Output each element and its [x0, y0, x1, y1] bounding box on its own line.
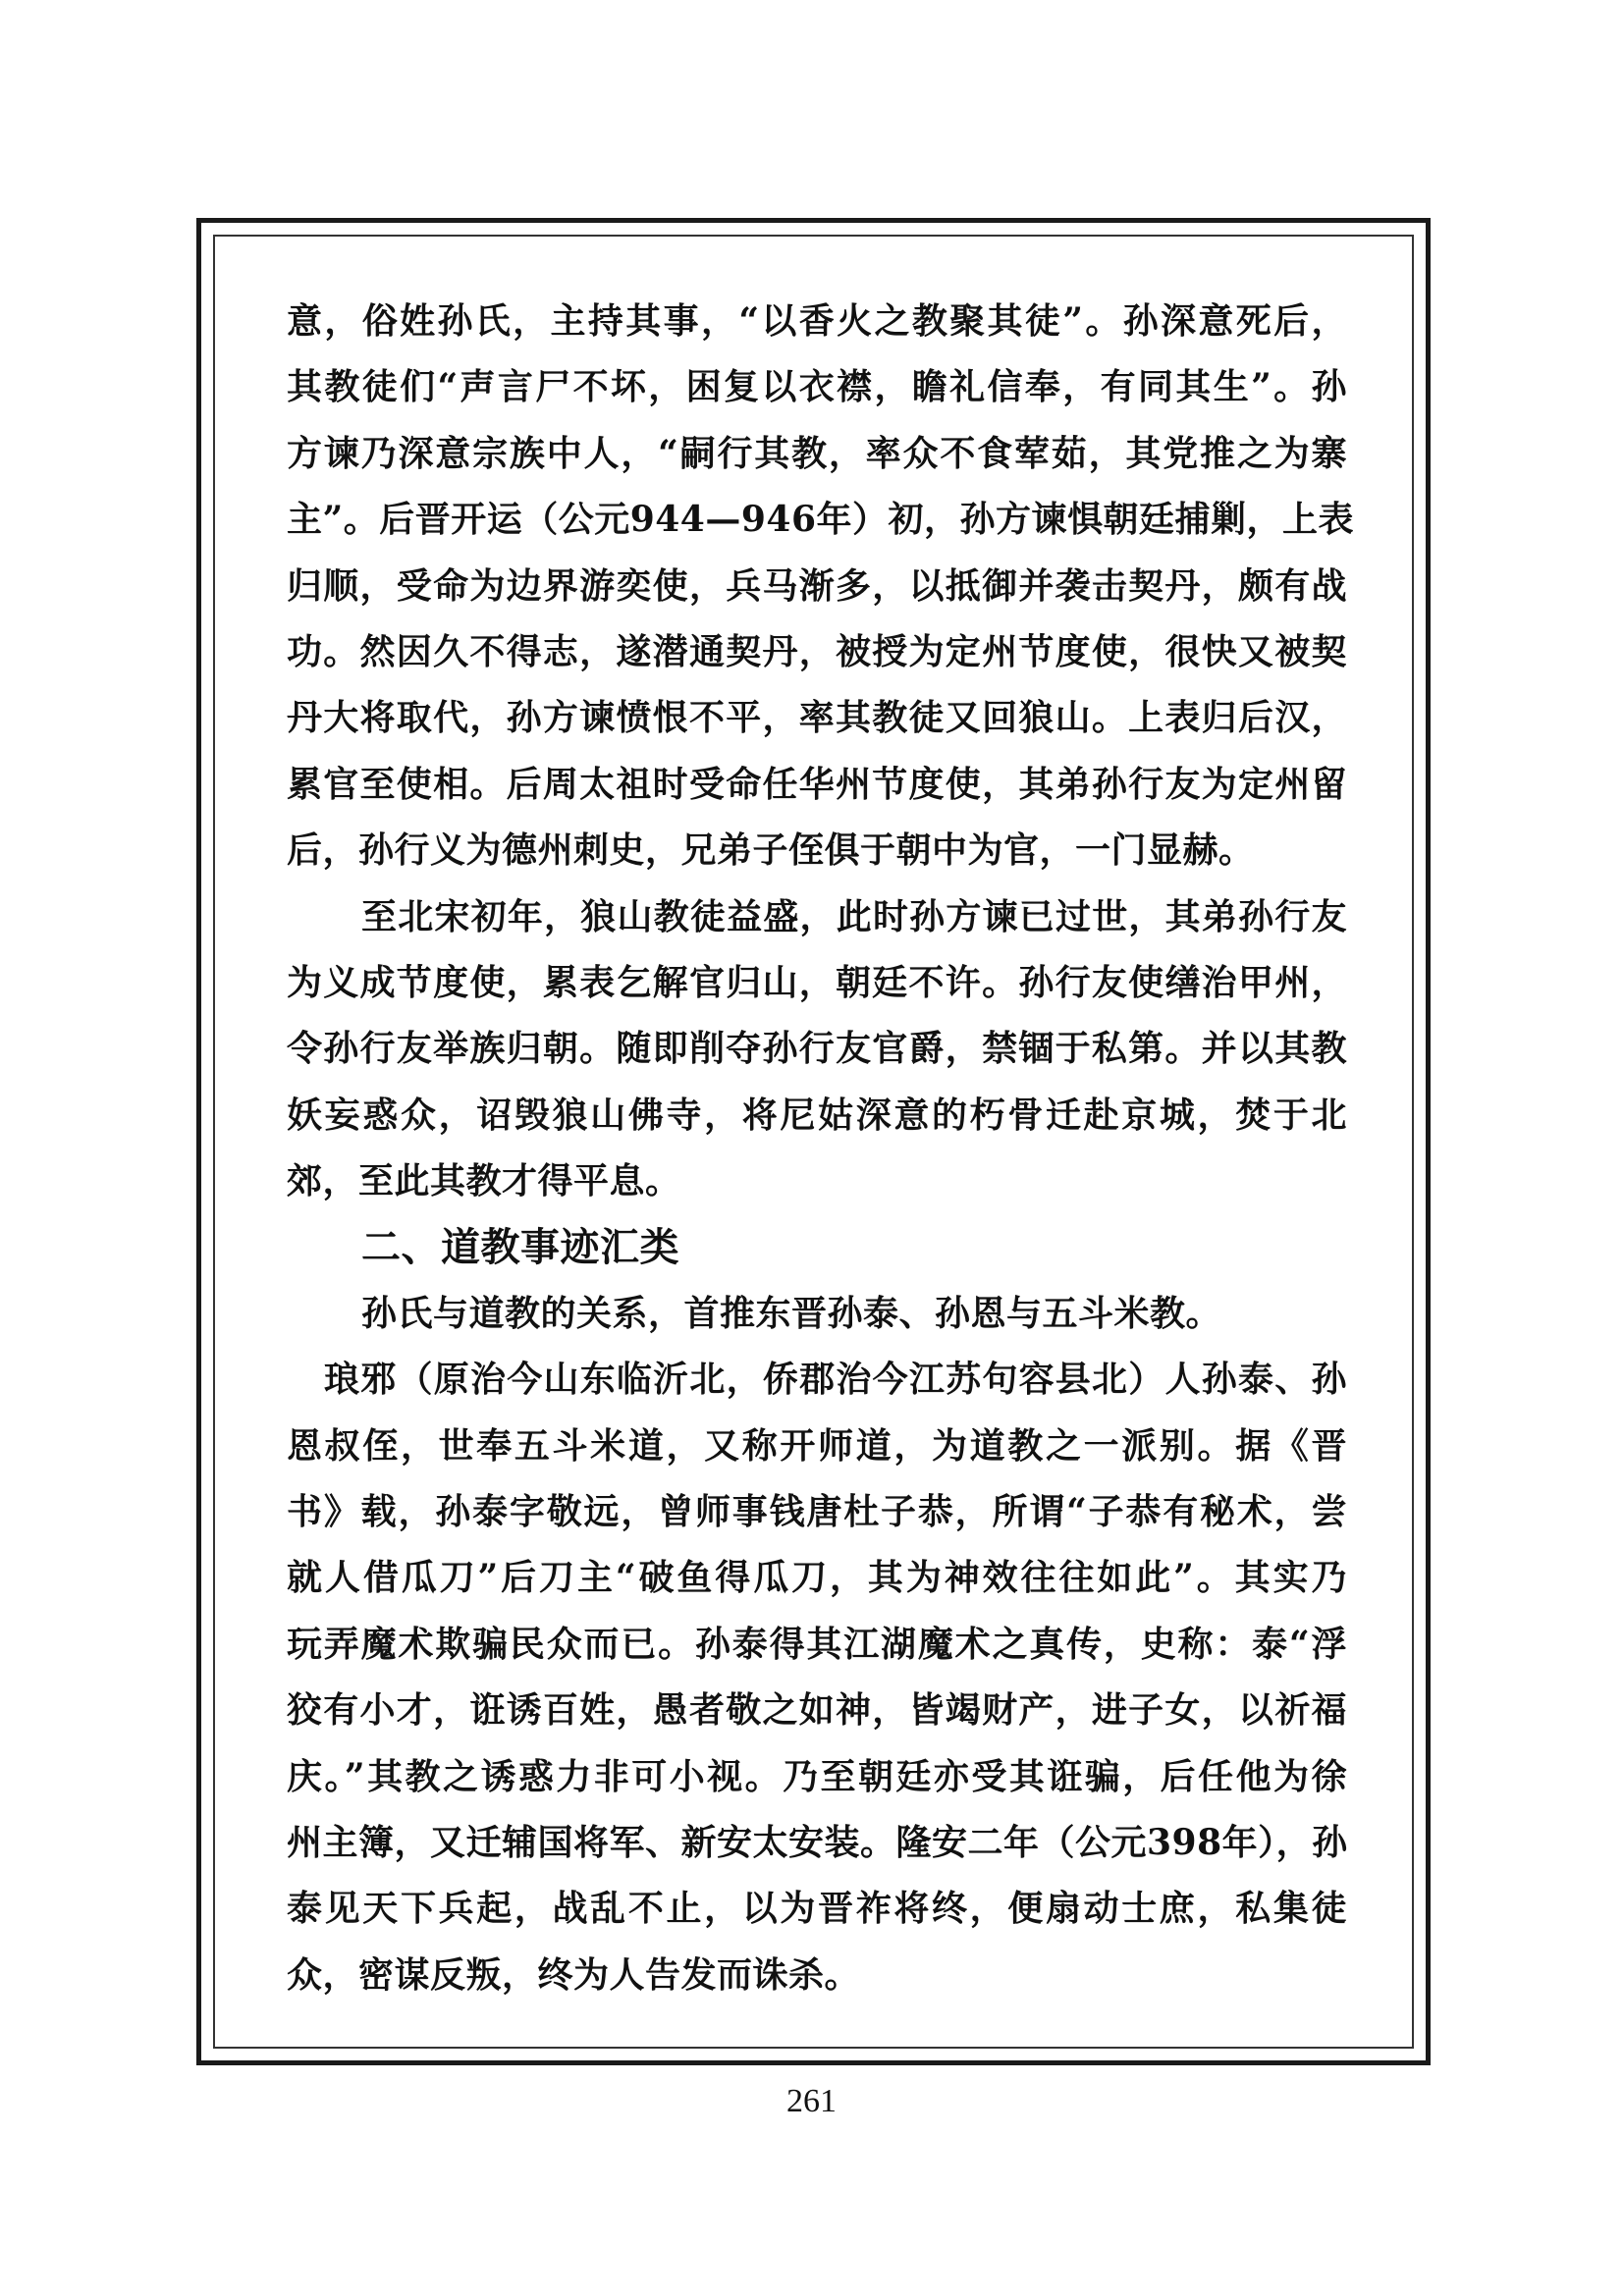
text-line: 书》载，孙泰字敬远，曾师事钱唐杜子恭，所谓“子恭有秘术，尝 [287, 1491, 1347, 1533]
text-line: 方谏乃深意宗族中人，“嗣行其教，率众不食荤茹，其党推之为寨 [287, 432, 1347, 474]
paragraph-4 [287, 1347, 1347, 2008]
text-line: 玩弄魔术欺骗民众而已。孙泰得其江湖魔术之真传，史称：泰“浮 [287, 1623, 1347, 1665]
text-line: 为义成节度使，累表乞解官归山，朝廷不许。孙行友使缮治甲州， [287, 961, 1347, 1003]
body-text [287, 289, 1355, 2008]
text-line: 众，密谋反叛，终为人告发而诛杀。 [287, 1953, 861, 1996]
section-heading: 二、道教事迹汇类 [361, 1224, 679, 1271]
text-line: 功。然因久不得志，遂潜通契丹，被授为定州节度使，很快又被契 [287, 630, 1347, 672]
text-line: 意，俗姓孙氏，主持其事，“以香火之教聚其徒”。孙深意死后， [287, 300, 1347, 342]
text-line: 就人借瓜刀”后刀主“破鱼得瓜刀，其为神效往往如此”。其实乃 [287, 1557, 1347, 1599]
text-line: 归顺，受命为边界游奕使，兵马渐多，以抵御并袭击契丹，颇有战 [287, 564, 1347, 607]
text-line: 主”。后晋开运（公元944—946年）初，孙方谏惧朝廷捕剿，上表 [287, 499, 1355, 541]
paragraph-1 [287, 289, 1355, 884]
page-number: 261 [786, 2083, 837, 2119]
text-line: 妖妄惑众，诏毁狼山佛寺，将尼姑深意的朽骨迁赴京城，焚于北 [287, 1094, 1347, 1136]
text-line: 庆。”其教之诱惑力非可小视。乃至朝廷亦受其诳骗，后任他为徐 [287, 1755, 1347, 1797]
text-line: 泰见天下兵起，战乱不止，以为晋祚将终，便扇动士庶，私集徒 [287, 1888, 1347, 1930]
text-line: 狡有小才，诳诱百姓，愚者敬之如神，皆竭财产，进子女，以祈福 [287, 1689, 1347, 1732]
text-line: 至北宋初年，狼山教徒益盛，此时孙方谏已过世，其弟孙行友 [361, 895, 1347, 937]
text-line: 恩叔侄，世奉五斗米道，又称开师道，为道教之一派别。据《晋 [287, 1424, 1347, 1467]
text-line: 丹大将取代，孙方谏愤恨不平，率其教徒又回狼山。上表归后汉， [287, 697, 1347, 739]
text-line: 郊，至此其教才得平息。 [287, 1160, 681, 1202]
text-line: 琅邪（原治今山东临沂北，侨郡治今江苏句容县北）人孙泰、孙 [324, 1359, 1347, 1401]
text-line: 其教徒们“声言尸不坏，困复以衣襟，瞻礼信奉，有同其生”。孙 [287, 366, 1347, 408]
paragraph-2 [287, 884, 1347, 1215]
paragraph-3 [287, 1281, 1347, 1347]
text-line: 后，孙行义为德州刺史，兄弟子侄俱于朝中为官，一门显赫。 [287, 829, 1255, 872]
text-line: 累官至使相。后周太祖时受命任华州节度使，其弟孙行友为定州留 [287, 763, 1347, 805]
text-line: 令孙行友举族归朝。随即削夺孙行友官爵，禁锢于私第。并以其教 [287, 1028, 1347, 1070]
text-line: 州主簿，又迁辅国将军、新安太安装。隆安二年（公元398年），孙 [287, 1821, 1348, 1863]
text-line: 孙氏与道教的关系，首推东晋孙泰、孙恩与五斗米教。 [361, 1292, 1222, 1334]
